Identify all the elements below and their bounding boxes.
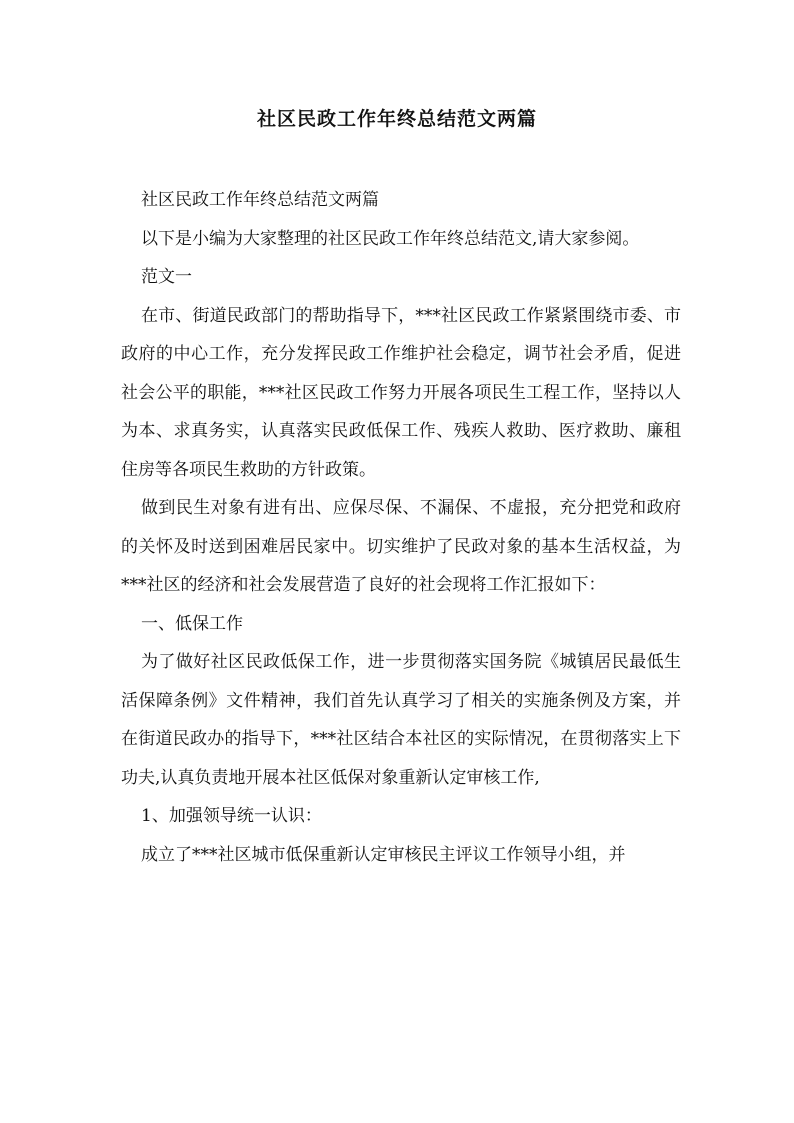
document-body: [121, 181, 681, 874]
section-heading-low-income: 一、低保工作: [141, 613, 243, 634]
paragraph-body: 在市、街道民政部门的帮助指导下，***社区民政工作紧紧围绕市委、市政府的中心工作，充分发挥民政工作维护社会稳定，调节社会矛盾，促进社会公平的职能，***社区民政工作努力开展各项民生工程工作，坚持以人为本、求真务实，认真落实民政低保工作、残疾人救助、医疗救助、廉租住房等各项民生救助的方针政策。: [121, 305, 681, 480]
paragraph-body: 成立了***社区城市低保重新认定审核民主评议工作领导小组，并: [141, 844, 626, 865]
paragraph-body: 为了做好社区民政低保工作，进一步贯彻落实国务院《城镇居民最低生活保障条例》文件精神，我们首先认真学习了相关的实施条例及方案，并在街道民政办的指导下，***社区结合本社区的实际情况，在贯彻落实上下功夫,认真负责地开展本社区低保对象重新认定审核工作,: [121, 652, 681, 788]
document-title: 社区民政工作年终总结范文两篇: [256, 108, 537, 130]
paragraph-subtitle: 社区民政工作年终总结范文两篇: [141, 190, 379, 210]
paragraph-intro: 以下是小编为大家整理的社区民政工作年终总结范文,请大家参阅。: [141, 228, 640, 249]
subsection-heading: 1、加强领导统一认识：: [141, 806, 322, 826]
paragraph-sample-heading: 范文一: [141, 267, 192, 287]
paragraph-body: 做到民生对象有进有出、应保尽保、不漏保、不虚报，充分把党和政府的关怀及时送到困难居民家中。切实维护了民政对象的基本生活权益，为***社区的经济和社会发展营造了良好的社会现将工作汇报如下：: [121, 498, 681, 595]
